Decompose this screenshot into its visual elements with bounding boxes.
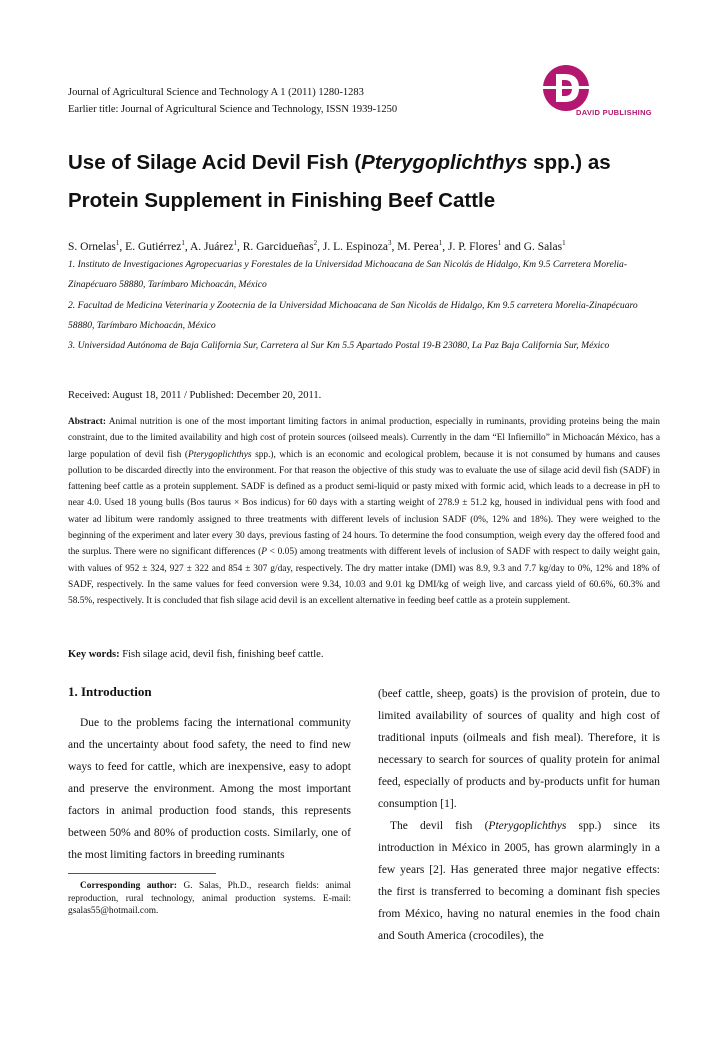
affiliation: 2. Facultad de Medicina Veterinaria y Zootecnia de la Universidad Michoacana de San Nicolás de Hidalgo, Km 9.5 carretera Morelia-Zinapécuaro 58880, Tarímbaro Michoacán, México (68, 299, 638, 331)
section-heading: 1. Introduction (68, 684, 152, 699)
author: S. Ornelas (68, 240, 116, 253)
received-date: Received: August 18, 2011 / Published: December 20, 2011. (68, 390, 322, 401)
affiliations (68, 255, 666, 356)
footnote-divider (68, 873, 216, 874)
author: R. Garcidueñas (242, 240, 314, 253)
journal-header (68, 84, 397, 118)
abstract: Abstract: Animal nutrition is one of the most important limiting factors in animal production, especially in ruminants, providing proteins being the main constraint, due to the limited availability and high cost of protein sources (oilseed meals). Currently in the dam “El Infiernillo” in Michoacán México, has a large population of devil fish (Pterygoplichthys spp.), which is an economic and ecological problem, because it is not consumed by humans and causes pollution to be discarded directly into the environment. For that reason the objective of this study was to evaluate the use of silage acid devil fish (SADF) in fattening beef cattle as a protein supplement. SADF is defined as a product semi-liquid or pasty mixed with formic acid, which leads to a decrease in pH to near 4.0. Used 18 young bulls (Bos taurus × Bos indicus) for 60 days with a starting weight of 278.9 ± 51.2 kg, housed in individual pens with food and water ad libitum were randomly assigned to three treatments with different levels of inclusion SADF (0%, 12% and 18%). They were weighed to the beginning of the experiment and later every 30 days, previous fasting of 24 hours. To determine the food consumption, weigh every day the offered food and the surplus. There were no significant differences (P < 0.05) among treatments with different levels of inclusion of SADF with respect to daily weight gain, with values of 952 ± 324, 927 ± 322 and 854 ± 307 g/day, respectively. The dry matter intake (DMI) was 8.9, 9.3 and 7.7 kg/day to 0%, 12% and 18% of SADF, respectively. In the same values for feed conversion were 9.34, 10.03 and 9.01 kg DMI/kg of weigh live, and carcass yield of 60.6%, 60.3% and 58.5%, respectively. It is concluded that fish silage acid devil is an excellent alternative in feeding beef cattle as a protein supplement. (68, 417, 660, 607)
publisher-logo-text: DAVID PUBLISHING (576, 108, 652, 117)
earlier-title: Earlier title: Journal of Agricultural Science and Technology, ISSN 1939-1250 (68, 104, 398, 115)
intro-right-column (378, 683, 660, 947)
author: M. Perea (397, 240, 439, 253)
author-list: S. Ornelas$^1$, E. Gutiérrez$^1$, A. Juárez$^1$, R. Garcidueñas$^2$, J. L. Espinoza$^3$, M. Perea$^1$, J. P. Flores$^1$ and G. Salas$^1$ (68, 239, 566, 253)
keywords: Key words: Fish silage acid, devil fish, finishing beef cattle. (68, 649, 324, 660)
journal-line: Journal of Agricultural Science and Technology A 1 (2011) 1280-1283 (68, 87, 364, 98)
affiliation: 3. Universidad Autónoma de Baja California Sur, Carretera al Sur Km 5.5 Apartado Postal 19-B 23080, La Paz Baja California Sur, México (68, 340, 610, 352)
paragraph: The devil fish (Pterygoplichthys spp.) since its introduction in México in 2005, has grown alarmingly in a few years [2]. Has generated three major negative effects: the first is transferred to becoming a dominant fish species from México, having no natural enemies in the food chain and South America (crocodiles), the (378, 820, 660, 942)
author: G. Salas (523, 240, 563, 253)
paper-title: Use of Silage Acid Devil Fish (Pterygoplichthys spp.) as Protein Supplement in Finishing Beef Cattle (68, 151, 611, 212)
author: J. L. Espinoza (322, 240, 388, 253)
affiliation: 1. Instituto de Investigaciones Agropecuarias y Forestales de la Universidad Michoacana de San Nicolás de Hidalgo, Km 9.5 Carretera Morelia-Zinapécuaro 58880, Tarímbaro Michoacán, México (68, 259, 628, 291)
publisher-logo-icon (536, 64, 596, 112)
publisher-logo (536, 64, 660, 124)
author: J. P. Flores (448, 240, 498, 253)
author: A. Juárez (190, 240, 234, 253)
intro-left-column: Due to the problems facing the international community and the uncertainty about food safety, the need to find new ways to feed for cattle, which are inexpensive, easy to adopt and preserve the environment. Among the most important factors in animal production food stands, this represents between 50% and 80% of production costs. Similarly, one of the most limiting factors in breeding ruminants (68, 717, 351, 861)
paragraph: (beef cattle, sheep, goats) is the provision of protein, due to limited availability of sources of quality and high cost of traditional inputs (oilmeals and fish meal). Therefore, it is necessary to search for sources of quality protein for animal feed, especially of products and by-products unfit for human consumption [1]. (378, 688, 660, 810)
corresponding-author-footnote: Corresponding author: G. Salas, Ph.D., research fields: animal reproduction, rural technology, animal production systems. E-mail: gsalas55@hotmail.com. (68, 881, 351, 916)
author: E. Gutiérrez (125, 240, 182, 253)
